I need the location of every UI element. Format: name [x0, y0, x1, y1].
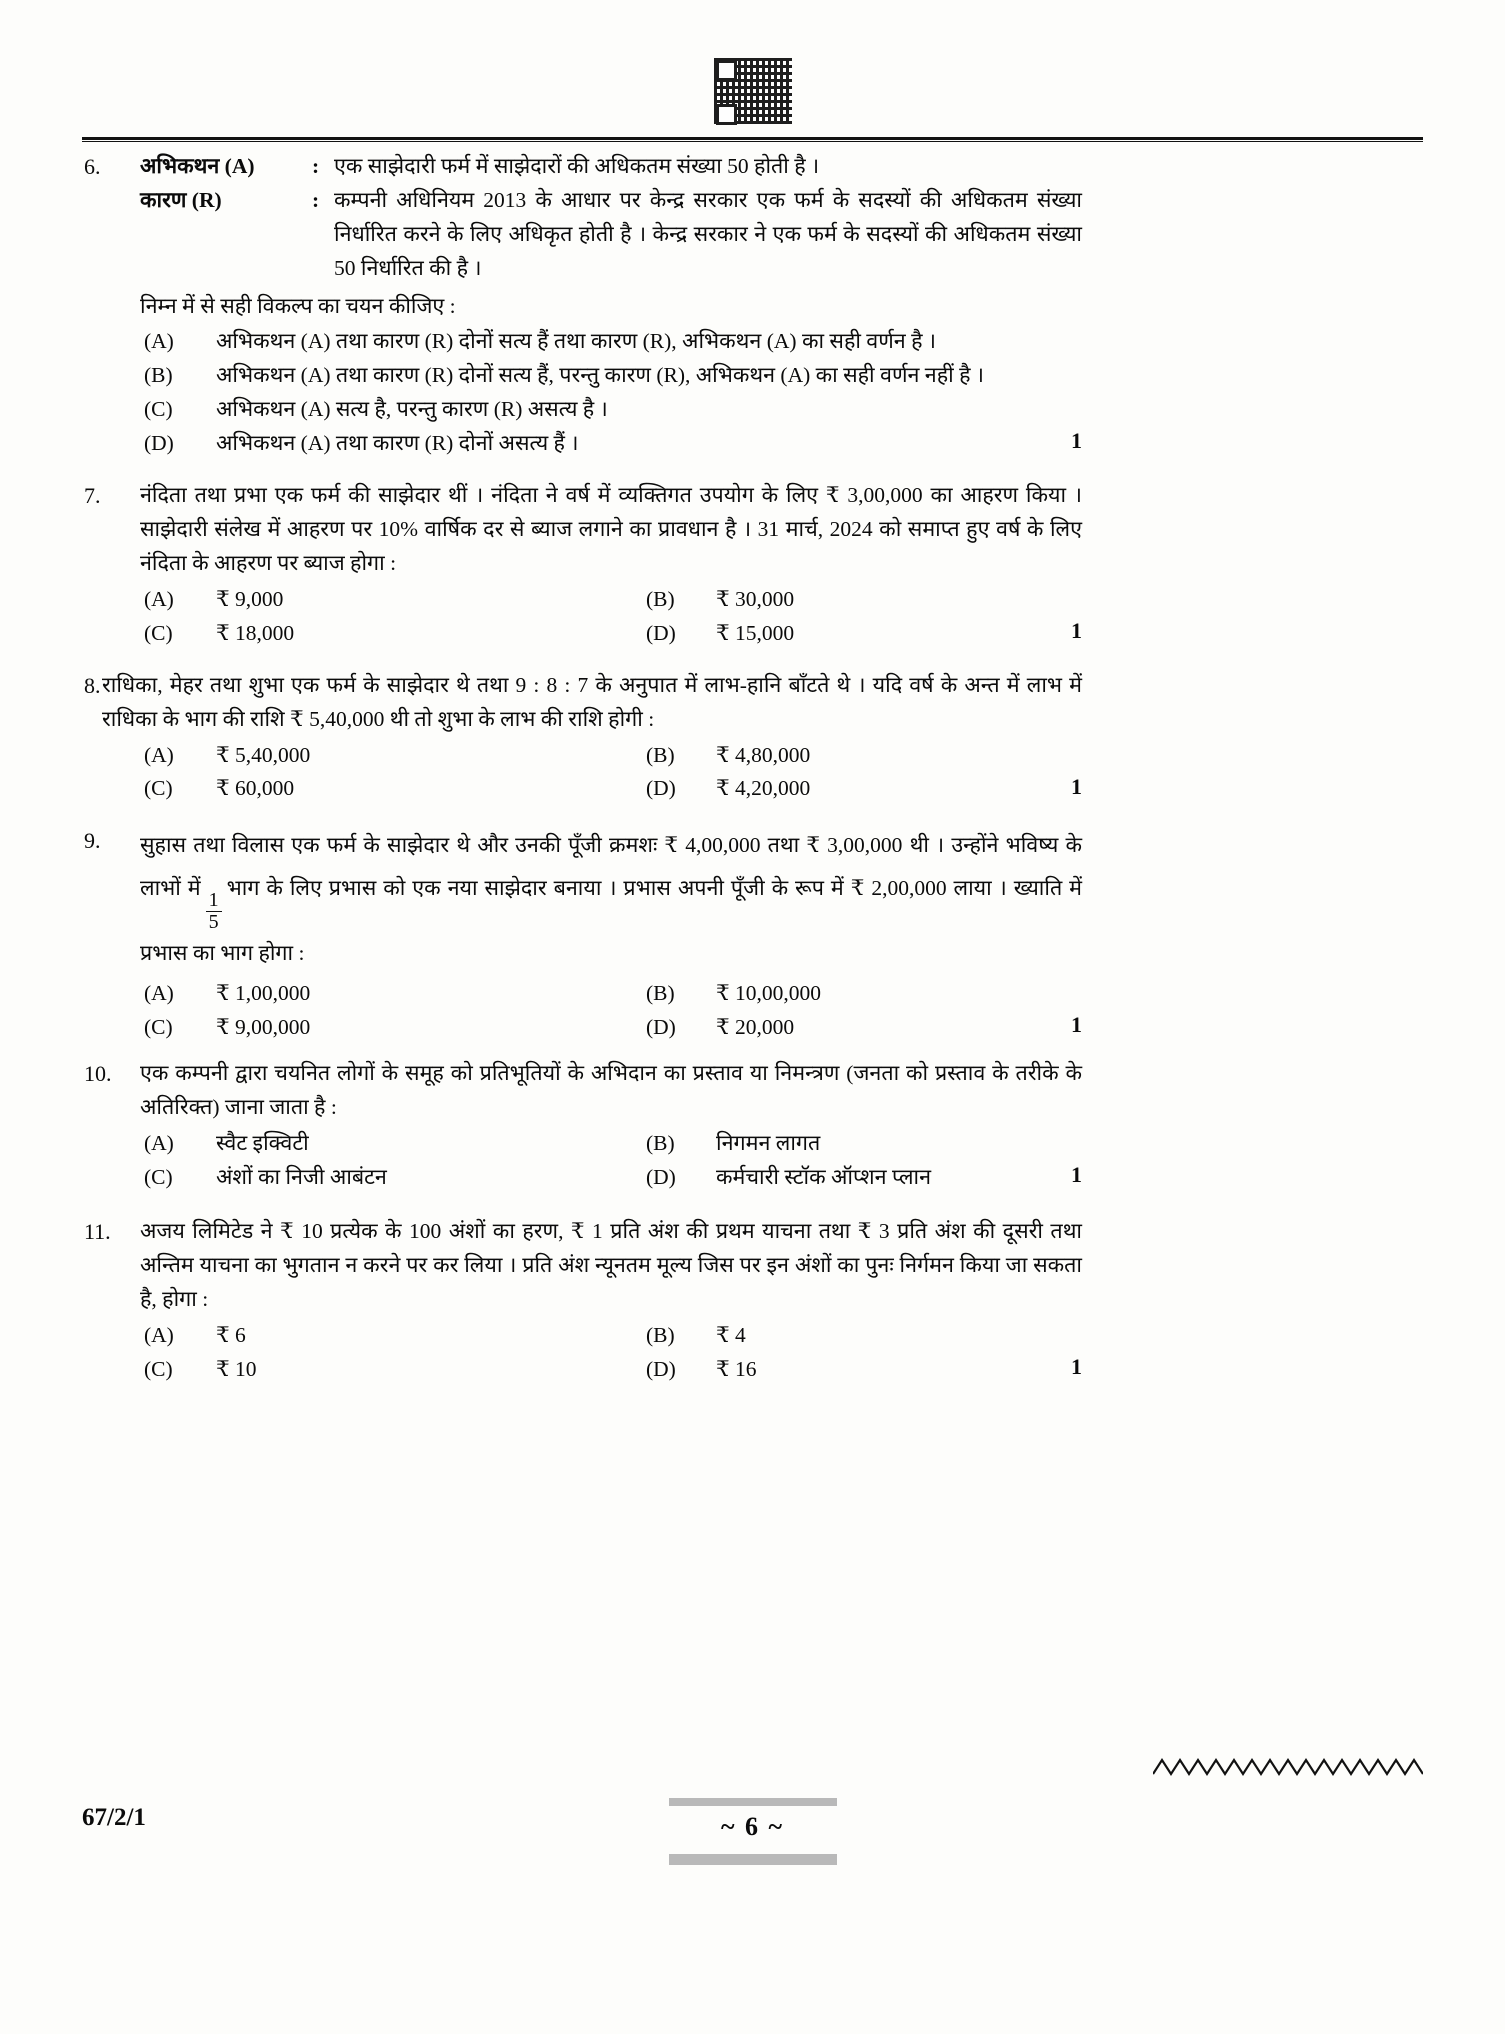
option-d-key: (D)	[646, 1356, 676, 1381]
question-6-marks: 1	[1071, 427, 1082, 453]
option-a[interactable]	[140, 977, 646, 1011]
option-c[interactable]	[140, 772, 646, 806]
option-d[interactable]	[140, 427, 1082, 461]
question-9-marks: 1	[1071, 1012, 1082, 1038]
question-11	[82, 1215, 1082, 1387]
option-a[interactable]	[140, 325, 1082, 359]
assertion-text: एक साझेदारी फर्म में साझेदारों की अधिकतम संख्या 50 होती है ।	[334, 154, 820, 178]
option-b-text: ₹ 30,000	[716, 586, 795, 611]
option-a[interactable]	[140, 1127, 646, 1161]
option-c[interactable]	[140, 1011, 646, 1045]
option-c[interactable]	[140, 393, 1082, 427]
question-9	[82, 824, 1082, 1045]
option-d[interactable]	[646, 1011, 1082, 1045]
option-b-key: (B)	[646, 1131, 675, 1156]
option-c-text: अंशों का निजी आबंटन	[216, 1165, 387, 1190]
option-d[interactable]	[646, 617, 1082, 651]
option-d-text: ₹ 20,000	[716, 1015, 795, 1040]
option-d-key: (D)	[646, 776, 676, 801]
question-8-text: राधिका, मेहर तथा शुभा एक फर्म के साझेदार थे तथा 9 : 8 : 7 के अनुपात में लाभ-हानि बाँटते थे । यदि वर्ष के अन्त में लाभ में राधिका के भाग की राशि ₹ 5,40,000 थी तो शुभा के लाभ की राशि होगी :	[102, 672, 1082, 731]
question-7	[82, 479, 1082, 651]
question-10-options	[140, 1127, 1082, 1195]
option-a-text: ₹ 1,00,000	[216, 981, 311, 1006]
option-d[interactable]	[646, 772, 1082, 806]
squiggle-decoration	[1153, 1756, 1423, 1778]
option-a-text: ₹ 9,000	[216, 586, 284, 611]
fraction-denominator: 5	[206, 911, 222, 932]
option-a-key: (A)	[144, 1131, 174, 1156]
option-d-text: अभिकथन (A) तथा कारण (R) दोनों असत्य हैं ।	[216, 430, 579, 455]
option-c[interactable]	[140, 617, 646, 651]
option-d-key: (D)	[646, 1015, 676, 1040]
reason-text: कम्पनी अधिनियम 2013 के आधार पर केन्द्र सरकार एक फर्म के सदस्यों की अधिकतम संख्या निर्धारित करने के लिए अधिकृत होती है । केन्द्र सरकार ने एक फर्म के सदस्यों की अधिकतम संख्या 50 निर्धारित की है ।	[334, 187, 1082, 280]
fraction-numerator: 1	[208, 889, 219, 912]
question-number: 7.	[84, 482, 101, 508]
fraction-one-fifth	[206, 890, 222, 932]
page-number-container	[643, 1798, 863, 1865]
option-a-text: ₹ 5,40,000	[216, 742, 311, 767]
page-footer	[82, 1798, 1423, 1858]
option-d-text: ₹ 15,000	[716, 620, 795, 645]
option-c-text: ₹ 60,000	[216, 776, 295, 801]
question-10-text: एक कम्पनी द्वारा चयनित लोगों के समूह को प्रतिभूतियों के अभिदान का प्रस्ताव या निमन्त्रण (जनता को प्रस्ताव के तरीके के अतिरिक्त) जाना जाता है :	[140, 1061, 1082, 1120]
footer-bar-bottom	[669, 1854, 837, 1865]
option-c-key: (C)	[144, 620, 173, 645]
question-7-marks: 1	[1071, 617, 1082, 643]
option-c-text: ₹ 9,00,000	[216, 1015, 311, 1040]
option-d-key: (D)	[144, 430, 174, 455]
option-d-key: (D)	[646, 1165, 676, 1190]
question-11-options	[140, 1319, 1082, 1387]
question-10-marks: 1	[1071, 1162, 1082, 1188]
option-c-key: (C)	[144, 396, 173, 421]
question-7-text: नंदिता तथा प्रभा एक फर्म की साझेदार थीं । नंदिता ने वर्ष में व्यक्तिगत उपयोग के लिए ₹ 3,00,000 का आहरण किया । साझेदारी संलेख में आहरण पर 10% वार्षिक दर से ब्याज लगाने का प्रावधान है । 31 मार्च, 2024 को समाप्त हुए वर्ष के लिए नंदिता के आहरण पर ब्याज होगा :	[140, 482, 1082, 575]
question-10	[82, 1057, 1082, 1195]
option-a-key: (A)	[144, 586, 174, 611]
question-6-options	[140, 325, 1082, 461]
option-a[interactable]	[140, 1319, 646, 1353]
qr-code-container	[0, 58, 1505, 124]
option-b-key: (B)	[646, 1322, 675, 1347]
option-d-text: ₹ 4,20,000	[716, 776, 811, 801]
option-d[interactable]	[646, 1161, 1082, 1195]
option-b[interactable]	[140, 359, 1082, 393]
question-8-marks: 1	[1071, 773, 1082, 799]
option-d-text: कर्मचारी स्टॉक ऑप्शन प्लान	[716, 1165, 932, 1190]
option-c-text: ₹ 18,000	[216, 620, 295, 645]
question-9-text-part1: सुहास तथा विलास एक फर्म के साझेदार थे और उनकी पूँजी क्रमशः ₹ 4,00,000 तथा ₹ 3,00,000 थी । उन्होंने भविष्य के लाभों में	[140, 833, 1082, 901]
option-c-key: (C)	[144, 1015, 173, 1040]
option-b[interactable]	[646, 1127, 1082, 1161]
footer-bar-top	[669, 1798, 837, 1806]
question-11-marks: 1	[1071, 1354, 1082, 1380]
assertion-label: अभिकथन (A)	[140, 154, 255, 178]
assertion-colon: :	[312, 154, 320, 178]
option-a-text: स्वैट इक्विटी	[216, 1131, 309, 1156]
page-number: ~ 6 ~	[720, 1812, 785, 1841]
question-9-text	[140, 824, 1082, 975]
option-a-key: (A)	[144, 742, 174, 767]
paper-code: 67/2/1	[82, 1804, 146, 1831]
option-d[interactable]	[646, 1353, 1082, 1387]
option-b-key: (B)	[646, 586, 675, 611]
option-b-text: ₹ 4	[716, 1322, 746, 1347]
option-c-text: ₹ 10	[216, 1356, 257, 1381]
question-number: 9.	[84, 828, 101, 854]
option-a-key: (A)	[144, 981, 174, 1006]
question-6-instruction: निम्न में से सही विकल्प का चयन कीजिए :	[140, 293, 456, 318]
option-c-text: अभिकथन (A) सत्य है, परन्तु कारण (R) असत्य है ।	[216, 396, 608, 421]
option-d-key: (D)	[646, 620, 676, 645]
qr-code-icon	[714, 58, 792, 124]
option-c-key: (C)	[144, 776, 173, 801]
question-8-options	[140, 739, 1082, 807]
option-c[interactable]	[140, 1353, 646, 1387]
reason-colon: :	[312, 187, 320, 212]
questions-container	[82, 150, 1082, 1391]
question-number: 8.	[84, 672, 101, 698]
question-7-options	[140, 583, 1082, 651]
option-b[interactable]	[646, 739, 1082, 773]
option-b-text: अभिकथन (A) तथा कारण (R) दोनों सत्य हैं, परन्तु कारण (R), अभिकथन (A) का सही वर्णन नहीं है ।	[216, 362, 985, 387]
option-c-key: (C)	[144, 1356, 173, 1381]
option-a[interactable]	[140, 583, 646, 617]
question-9-text-part2: भाग के लिए प्रभास को एक नया साझेदार बनाया । प्रभास अपनी पूँजी के रूप में ₹ 2,00,000 लाया । ख्याति में प्रभास का भाग होगा :	[140, 876, 1083, 966]
option-a-text: अभिकथन (A) तथा कारण (R) दोनों सत्य हैं तथा कारण (R), अभिकथन (A) का सही वर्णन है ।	[216, 328, 937, 353]
option-b-key: (B)	[646, 742, 675, 767]
option-c[interactable]	[140, 1161, 646, 1195]
option-b[interactable]	[646, 977, 1082, 1011]
option-b-text: निगमन लागत	[716, 1131, 821, 1156]
question-number: 10.	[84, 1061, 112, 1087]
question-number: 6.	[84, 154, 101, 179]
question-8	[82, 669, 1082, 807]
option-a-key: (A)	[144, 328, 174, 353]
question-6	[82, 150, 1082, 461]
option-d-text: ₹ 16	[716, 1356, 757, 1381]
option-b[interactable]	[646, 1319, 1082, 1353]
question-number: 11.	[84, 1219, 111, 1245]
option-a[interactable]	[140, 739, 646, 773]
option-a-key: (A)	[144, 1322, 174, 1347]
option-b-text: ₹ 10,00,000	[716, 981, 822, 1006]
option-b-text: ₹ 4,80,000	[716, 742, 811, 767]
header-divider	[82, 137, 1423, 142]
option-c-key: (C)	[144, 1165, 173, 1190]
option-b[interactable]	[646, 583, 1082, 617]
option-b-key: (B)	[144, 362, 173, 387]
reason-label: कारण (R)	[140, 187, 222, 212]
option-b-key: (B)	[646, 981, 675, 1006]
question-11-text: अजय लिमिटेड ने ₹ 10 प्रत्येक के 100 अंशों का हरण, ₹ 1 प्रति अंश की प्रथम याचना तथा ₹ 3 प्रति अंश की दूसरी तथा अन्तिम याचना का भुगतान न करने पर कर लिया । प्रति अंश न्यूनतम मूल्य जिस पर इन अंशों का पुनः निर्गमन किया जा सकता है, होगा :	[140, 1219, 1082, 1311]
option-a-text: ₹ 6	[216, 1322, 246, 1347]
question-9-options	[140, 977, 1082, 1045]
